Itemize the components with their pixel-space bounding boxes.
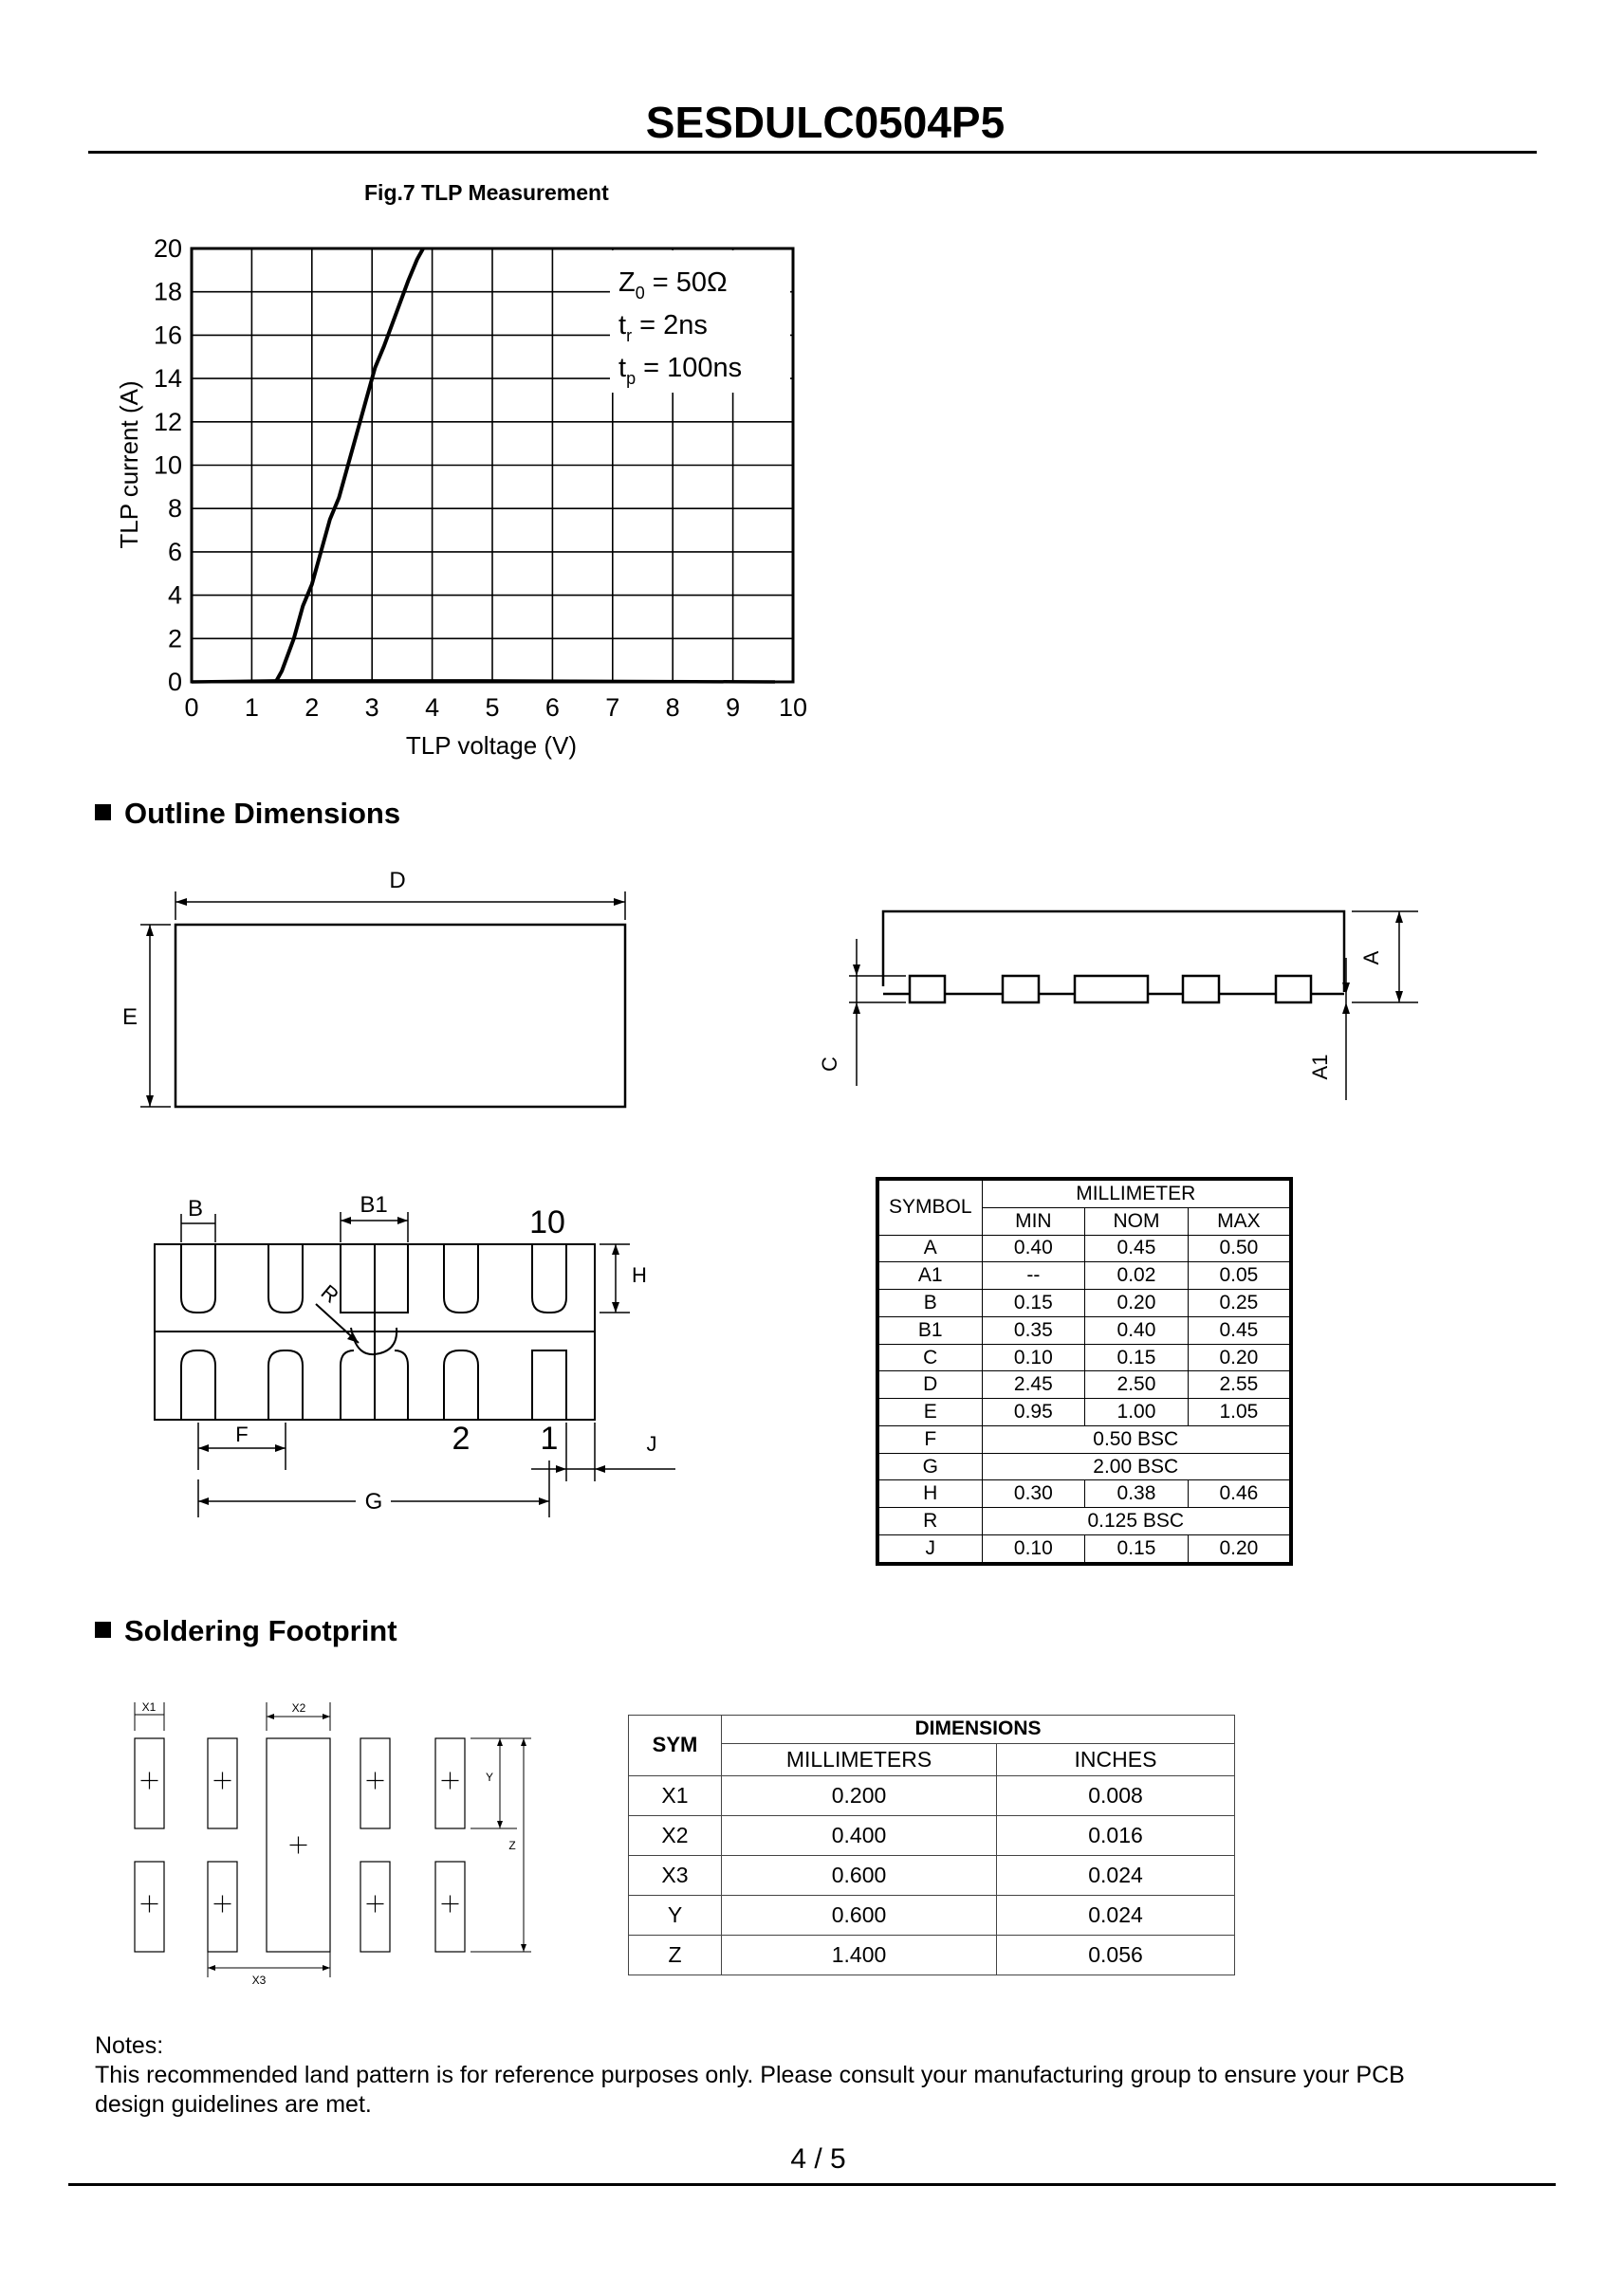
arrow [497, 1821, 503, 1828]
dim-e-label: E [121, 1004, 138, 1030]
arrow [175, 898, 187, 906]
arrow [556, 1465, 566, 1473]
x-tick-label: 9 [726, 693, 741, 722]
cell-min: 2.45 [982, 1371, 1085, 1399]
y-axis-label: TLP current (A) [115, 380, 143, 549]
bullet-square [95, 1622, 111, 1638]
header-max: MAX [1188, 1207, 1291, 1235]
table-row [877, 1371, 1291, 1399]
annotation-tp: $t_p = 100ns$ [618, 353, 743, 388]
dim-y-label: Y [485, 1771, 494, 1784]
cell-mm: 0.600 [722, 1895, 997, 1935]
table-row [629, 1895, 1235, 1935]
x-tick-label: 6 [544, 693, 560, 722]
data-point [396, 313, 397, 315]
cell-min: 0.10 [982, 1535, 1085, 1565]
package-outline [175, 925, 625, 1107]
x-tick-label: 0 [184, 693, 199, 722]
table-row [877, 1480, 1291, 1508]
table-row [877, 1425, 1291, 1453]
table-header-row [629, 1716, 1235, 1744]
x-tick-label: 2 [304, 693, 320, 722]
cell-sym: X2 [629, 1815, 722, 1855]
pin2-label: 2 [452, 1421, 471, 1457]
header-sym: SYM [629, 1716, 722, 1776]
cell-sym: Y [629, 1895, 722, 1935]
table-header-row [877, 1179, 1291, 1207]
header-millimeter: MILLIMETER [982, 1179, 1291, 1207]
cell-min: 0.30 [982, 1480, 1085, 1508]
cell-nom: 0.20 [1085, 1290, 1189, 1317]
y-tick-label: 18 [153, 277, 182, 306]
table-row [877, 1316, 1291, 1344]
cell-nom: 0.38 [1085, 1480, 1189, 1508]
document-title: SESDULC0504P5 [645, 98, 1006, 147]
side-lead [910, 976, 945, 1002]
cell-nom: 0.45 [1085, 1235, 1189, 1262]
dim-g-label: G [364, 1489, 383, 1515]
cell-sym: X1 [629, 1775, 722, 1815]
arrow [198, 1497, 209, 1505]
cell-max: 2.55 [1188, 1371, 1291, 1399]
arrow [323, 1714, 330, 1719]
footprint-heading [95, 1614, 397, 1648]
dim-j-label: J [646, 1432, 657, 1456]
cell-sym: X3 [629, 1855, 722, 1895]
table-row [877, 1453, 1291, 1480]
bottom-view-drawing [133, 1176, 702, 1527]
x-tick-label: 8 [665, 693, 680, 722]
y-tick-label: 12 [153, 407, 182, 436]
dim-x3-label: X3 [251, 1974, 267, 1987]
arrow [397, 1217, 408, 1224]
cell-symbol: A1 [877, 1262, 982, 1290]
cell-symbol: B [877, 1290, 982, 1317]
arrow [1342, 1002, 1350, 1014]
data-point [302, 605, 304, 607]
table-row [629, 1775, 1235, 1815]
side-view-drawing [806, 891, 1432, 1110]
data-point [407, 280, 409, 282]
arrow [146, 925, 154, 936]
pad-upper [532, 1244, 566, 1313]
arrow [267, 1714, 274, 1719]
arrow [521, 1738, 526, 1746]
arrow [614, 898, 625, 906]
cell-symbol: H [877, 1480, 982, 1508]
tlp-chart [95, 228, 835, 778]
x-tick-label: 7 [605, 693, 620, 722]
pin1-label: 1 [540, 1421, 559, 1457]
data-point [347, 465, 349, 467]
arrow [595, 1465, 605, 1473]
data-point [416, 259, 418, 261]
arrow [853, 1002, 860, 1014]
dim-b1-label: B1 [360, 1192, 388, 1218]
table-row [629, 1935, 1235, 1975]
side-lead [1276, 976, 1311, 1002]
cell-max: 0.46 [1188, 1480, 1291, 1508]
x-tick-label: 10 [778, 693, 808, 722]
notes-line: design guidelines are met. [95, 2091, 372, 2118]
cell-span: 2.00 BSC [982, 1453, 1291, 1480]
arrow [208, 1965, 215, 1971]
arrow [275, 1444, 286, 1452]
cell-nom: 0.15 [1085, 1344, 1189, 1371]
bullet-square [95, 804, 111, 820]
cell-symbol: G [877, 1453, 982, 1480]
data-point [339, 497, 341, 499]
cell-in: 0.016 [997, 1815, 1235, 1855]
footprint-drawing [123, 1688, 550, 1992]
pad-lower [532, 1350, 566, 1420]
annotation-z0: $Z_0 = 50\Omega$ [618, 267, 728, 303]
series-line-baseline [192, 681, 775, 682]
cell-min: -- [982, 1262, 1085, 1290]
data-point [383, 345, 385, 347]
dim-z-label: Z [508, 1839, 516, 1852]
dim-x1-label: X1 [141, 1700, 157, 1714]
pad-lower [268, 1350, 303, 1420]
cell-nom: 0.40 [1085, 1316, 1189, 1344]
figure-title: Fig.7 TLP Measurement [364, 180, 609, 205]
dim-a-label: A [1359, 950, 1383, 965]
page-number: 4 / 5 [790, 2143, 846, 2175]
dim-d-label: D [389, 868, 406, 893]
y-tick-label: 8 [167, 494, 182, 523]
cell-mm: 0.600 [722, 1855, 997, 1895]
cell-mm: 0.200 [722, 1775, 997, 1815]
annotation-tr: $t_r = 2ns$ [618, 310, 708, 345]
cell-in: 0.024 [997, 1855, 1235, 1895]
dim-r-label: R [316, 1279, 343, 1308]
cell-min: 0.10 [982, 1344, 1085, 1371]
outline-heading-text: Outline Dimensions [124, 797, 401, 830]
arrow [521, 1944, 526, 1952]
y-tick-label: 14 [153, 364, 182, 394]
cell-min: 0.35 [982, 1316, 1085, 1344]
header-min: MIN [982, 1207, 1085, 1235]
y-tick-label: 2 [167, 624, 182, 653]
pin10-label: 10 [529, 1204, 565, 1240]
outline-heading [95, 797, 400, 831]
table-row [877, 1290, 1291, 1317]
y-tick-label: 6 [167, 537, 182, 566]
data-point [329, 519, 331, 521]
cell-in: 0.008 [997, 1775, 1235, 1815]
cell-max: 0.20 [1188, 1344, 1291, 1371]
arrow [612, 1244, 619, 1255]
side-lead [1003, 976, 1039, 1002]
cell-symbol: C [877, 1344, 982, 1371]
cell-nom: 0.02 [1085, 1262, 1189, 1290]
table-row [629, 1815, 1235, 1855]
cell-span: 0.125 BSC [982, 1508, 1291, 1535]
outline-dimensions-table [876, 1177, 1293, 1566]
y-tick-label: 20 [153, 234, 182, 263]
arrow [1395, 911, 1403, 923]
notes-line: This recommended land pattern is for reference purposes only. Please consult your manufacturing group to ensure your PCB [95, 2062, 1405, 2088]
y-tick-label: 10 [153, 450, 182, 480]
cell-max: 0.05 [1188, 1262, 1291, 1290]
x-tick-label: 4 [425, 693, 440, 722]
cell-symbol: B1 [877, 1316, 982, 1344]
pad-upper [268, 1244, 303, 1313]
header-rule [88, 151, 1537, 154]
cell-mm: 0.400 [722, 1815, 997, 1855]
data-point [275, 680, 277, 682]
footer-rule [68, 2183, 1556, 2186]
y-tick-labels [154, 234, 182, 696]
arrow [1395, 991, 1403, 1002]
y-tick-label: 16 [153, 321, 182, 350]
x-tick-label: 3 [364, 693, 379, 722]
dim-x2-label: X2 [291, 1701, 306, 1715]
cell-max: 0.25 [1188, 1290, 1291, 1317]
cell-symbol: R [877, 1508, 982, 1535]
arrow [198, 1444, 209, 1452]
x-tick-label: 1 [244, 693, 259, 722]
data-point [774, 681, 776, 683]
cell-mm: 1.400 [722, 1935, 997, 1975]
cell-min: 0.95 [982, 1399, 1085, 1426]
data-point [311, 583, 313, 585]
header-millimeters: MILLIMETERS [722, 1743, 997, 1775]
pad-upper [444, 1244, 478, 1313]
cell-max: 0.45 [1188, 1316, 1291, 1344]
arrow [323, 1965, 330, 1971]
cell-nom: 2.50 [1085, 1371, 1189, 1399]
data-point [191, 681, 193, 683]
table-row [877, 1262, 1291, 1290]
cell-in: 0.056 [997, 1935, 1235, 1975]
cell-nom: 1.00 [1085, 1399, 1189, 1426]
cell-min: 0.40 [982, 1235, 1085, 1262]
x-tick-labels [184, 693, 807, 722]
arrow [497, 1738, 503, 1746]
cell-max: 0.50 [1188, 1235, 1291, 1262]
data-point [365, 399, 367, 401]
dim-f-label: F [235, 1423, 249, 1446]
header-inches: INCHES [997, 1743, 1235, 1775]
footprint-dimensions-table [628, 1715, 1235, 1975]
cell-symbol: J [877, 1535, 982, 1565]
arrow [539, 1497, 549, 1505]
header-dimensions: DIMENSIONS [722, 1716, 1235, 1744]
cell-symbol: E [877, 1399, 982, 1426]
dim-h-label: H [632, 1263, 647, 1287]
cell-span: 0.50 BSC [982, 1425, 1291, 1453]
cell-max: 1.05 [1188, 1399, 1291, 1426]
dim-b-label: B [187, 1196, 204, 1221]
cell-min: 0.15 [982, 1290, 1085, 1317]
cell-in: 0.024 [997, 1895, 1235, 1935]
notes [95, 2031, 1537, 2120]
footprint-heading-text: Soldering Footprint [124, 1614, 397, 1647]
data-point [462, 680, 464, 682]
header-nom: NOM [1085, 1207, 1189, 1235]
data-point [422, 248, 424, 249]
table-row [877, 1535, 1291, 1565]
x-tick-label: 5 [485, 693, 500, 722]
cell-max: 0.20 [1188, 1535, 1291, 1565]
arrow [612, 1302, 619, 1313]
arrow [341, 1217, 351, 1224]
y-tick-label: 0 [167, 668, 182, 696]
arrow [853, 964, 860, 976]
cell-symbol: A [877, 1235, 982, 1262]
table-row [629, 1855, 1235, 1895]
cell-nom: 0.15 [1085, 1535, 1189, 1565]
table-row [877, 1399, 1291, 1426]
notes-title: Notes: [95, 2032, 164, 2059]
pad-lower [444, 1350, 478, 1420]
data-point [293, 638, 295, 640]
cell-symbol: D [877, 1371, 982, 1399]
top-view-drawing [104, 858, 655, 1124]
arrow [146, 1095, 154, 1107]
footprint-pads [135, 1738, 465, 1952]
dim-a1-label: A1 [1308, 1054, 1332, 1080]
side-lead [1075, 976, 1148, 1002]
table-row [877, 1344, 1291, 1371]
side-lead [1183, 976, 1219, 1002]
header-symbol: SYMBOL [877, 1179, 982, 1235]
data-point [357, 432, 359, 433]
cell-symbol: F [877, 1425, 982, 1453]
data-point [281, 670, 283, 672]
pad-upper [181, 1244, 215, 1313]
table-row [877, 1508, 1291, 1535]
dim-c-label: C [818, 1056, 841, 1072]
data-point [321, 551, 323, 553]
pad-lower [181, 1350, 215, 1420]
data-point [375, 367, 377, 369]
cell-sym: Z [629, 1935, 722, 1975]
x-axis-label: TLP voltage (V) [405, 731, 578, 760]
table-row [877, 1235, 1291, 1262]
y-tick-label: 4 [167, 580, 182, 610]
